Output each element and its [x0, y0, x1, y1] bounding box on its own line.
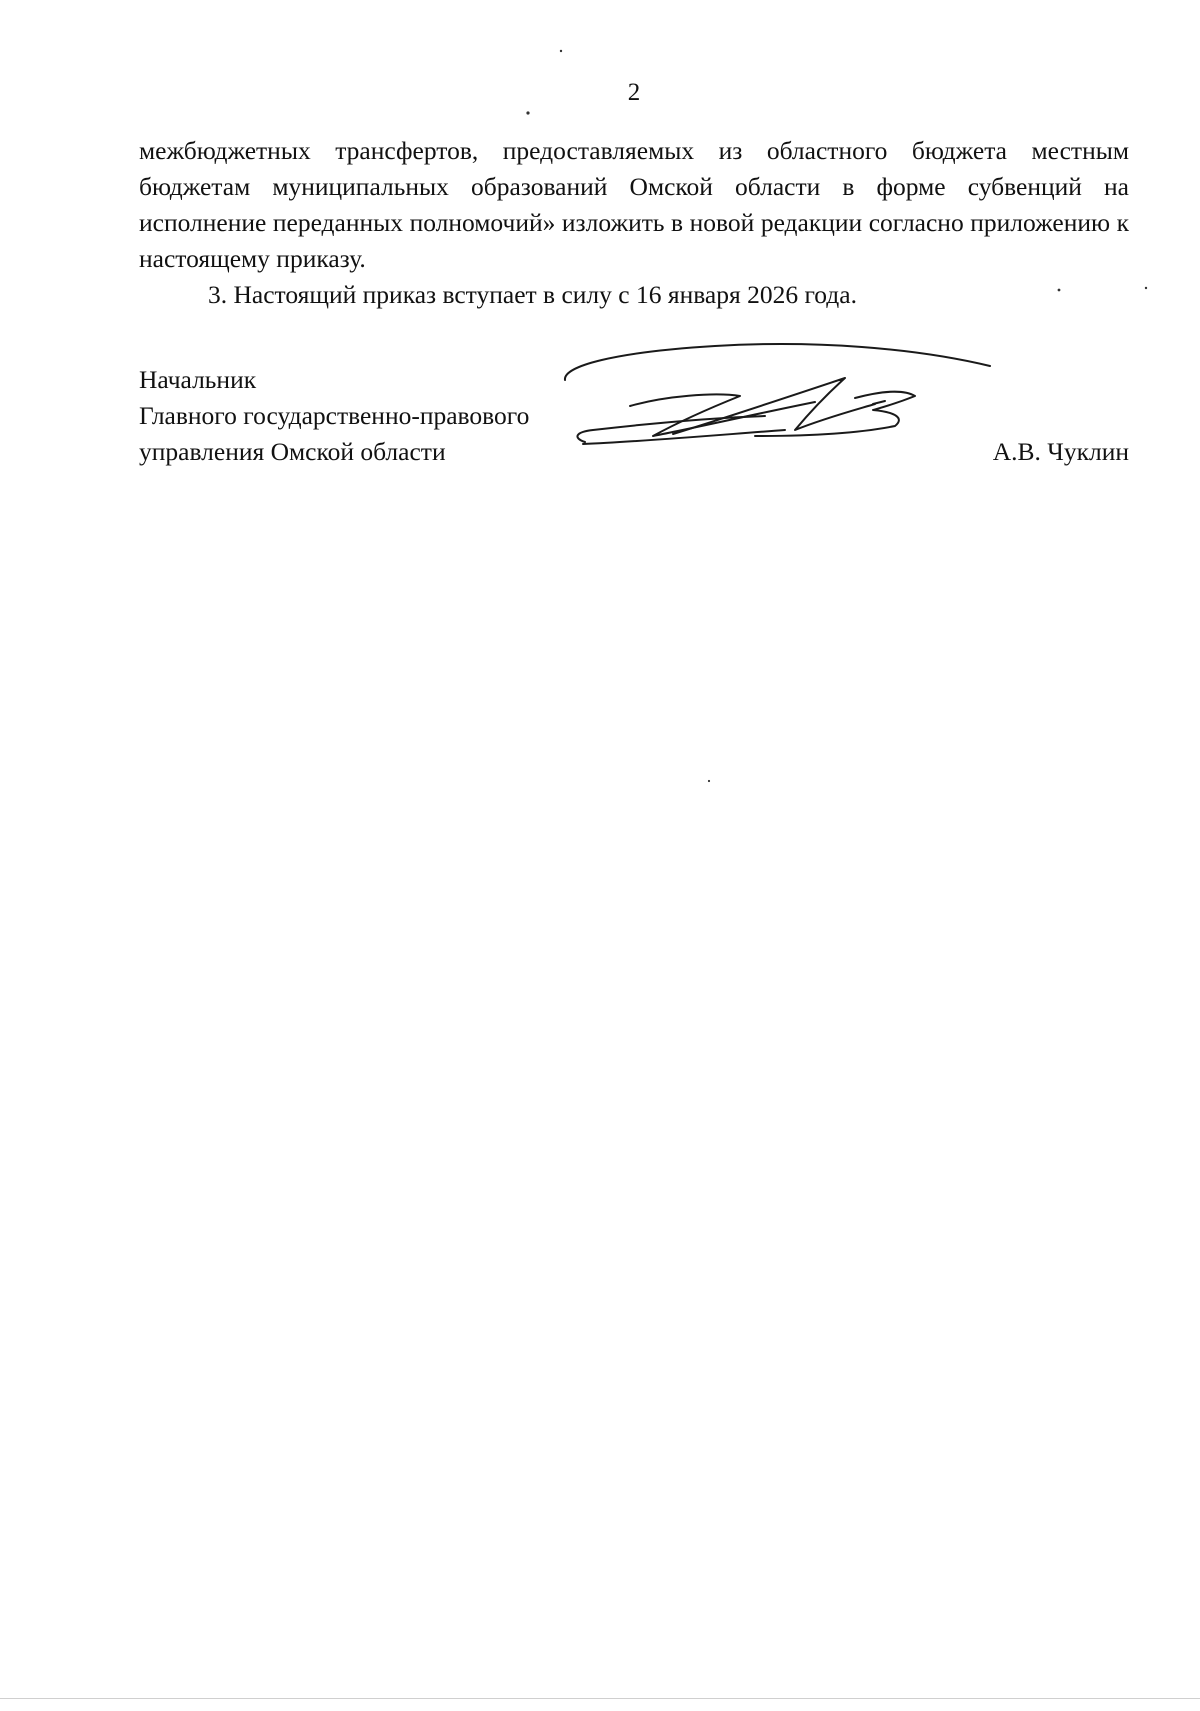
paragraph-continuation: межбюджетных трансфертов, предоставляемых из областного бюджета местным бюджетам муниципальных образований Омской области в форме субвенций на исполнение переданных полномочий» изложить в новой редакции согласно приложению к настоящему приказу. — [139, 136, 1129, 273]
handwritten-signature — [555, 338, 1015, 468]
signer-name: А.В. Чуклин — [992, 437, 1129, 466]
paragraph-effective-date: 3. Настоящий приказ вступает в силу с 16 января 2026 года. — [208, 280, 857, 309]
signer-position-line-2: Главного государственно-правового — [139, 401, 530, 430]
signer-position-line-3: управления Омской области — [139, 437, 446, 466]
signer-position-line-1: Начальник — [139, 365, 257, 394]
signer-position — [139, 362, 529, 470]
page-number: 2 — [627, 79, 641, 106]
document-body — [139, 133, 1129, 313]
